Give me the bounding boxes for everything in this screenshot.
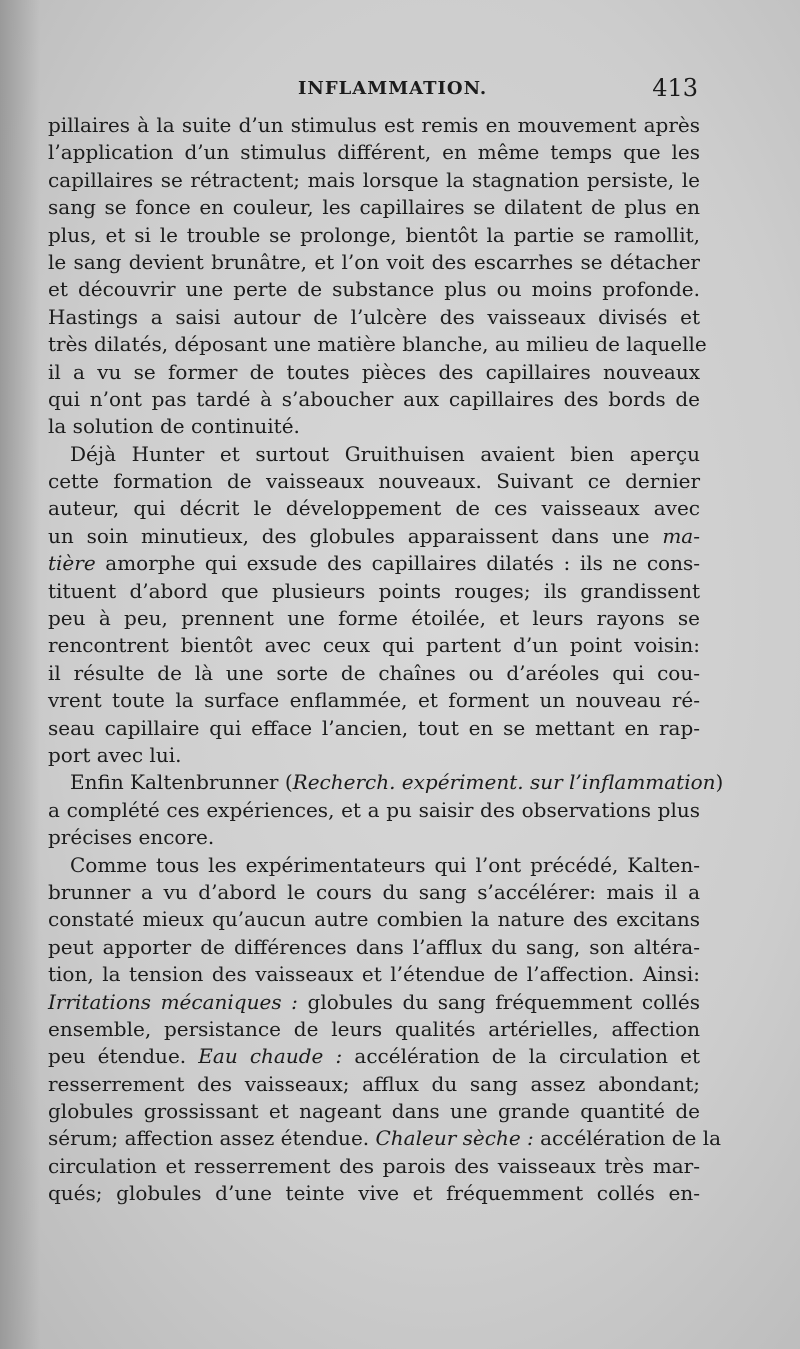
text-line [48,1180,700,1207]
text-segment: Déjà Hunter et surtout Gruithuisen avaient bien aperçu [70,441,700,466]
text-segment: seau capillaire qui efface l’ancien, tout en se mettant en rap- [48,715,700,740]
text-line [48,167,700,194]
text-line [48,687,700,714]
text-segment: le sang devient brunâtre, et l’on voit des escarrhes se détacher [48,249,700,274]
text-segment: pillaires à la suite d’un stimulus est remis en mouvement après [48,113,700,137]
text-line [48,249,700,276]
text-segment: l’application d’un stimulus différent, en même temps que les [48,140,700,165]
text-line [48,742,700,769]
text-line [48,550,700,577]
italic-text: tière [48,551,96,576]
text-segment: vrent toute la surface enflammée, et forment un nouveau ré- [48,688,700,713]
text-line [48,769,724,796]
text-line [48,495,700,522]
text-segment: peut apporter de différences dans l’afflux du sang, son altéra- [48,934,700,959]
text-line [48,304,700,331]
text-segment: qués; globules d’une teinte vive et fréquemment collés en- [48,1181,700,1206]
text-line [48,852,700,879]
text-segment: Enfin Kaltenbrunner ( [70,770,293,795]
text-line [48,879,700,906]
text-segment: port avec lui. [48,742,182,767]
running-head [48,74,698,106]
text-segment: peu étendue. [48,1044,199,1069]
text-segment: capillaires se rétractent; mais lorsque la stagnation persiste, le [48,167,700,192]
text-segment: il a vu se former de toutes pièces des capillaires nouveaux [48,359,700,384]
text-segment: sang se fonce en couleur, les capillaires se dilatent de plus en [48,195,700,220]
text-line [48,715,700,742]
text-segment: circulation et resserrement des parois des vaisseaux très mar- [48,1153,700,1178]
page-number: 413 [652,74,698,102]
text-line [48,139,700,166]
text-line [48,961,700,988]
text-segment: plus, et si le trouble se prolonge, bientôt la partie se ramollit, [48,222,700,247]
text-line [48,359,700,386]
binding-shadow [0,0,40,1349]
text-line [48,441,700,468]
text-line [48,1125,722,1152]
text-line [48,989,700,1016]
text-segment: a complété ces expériences, et a pu saisir des observations plus [48,797,700,822]
text-line [48,112,700,139]
body-text [48,112,724,1208]
italic-text: Eau chaude : [198,1044,343,1069]
text-line [48,523,700,550]
text-segment: qui n’ont pas tardé à s’aboucher aux capillaires des bords de [48,386,700,411]
text-segment: ) [715,770,724,795]
text-line [48,386,700,413]
text-line [48,578,700,605]
italic-text: Irritations mécaniques : [48,989,298,1014]
text-line [48,906,700,933]
text-segment: Hastings a saisi autour de l’ulcère des vaisseaux divisés et [48,304,700,329]
text-segment: accélération de la circulation et [342,1044,700,1069]
text-segment: resserrement des vaisseaux; afflux du sang assez abondant; [48,1071,700,1096]
text-line [48,934,700,961]
text-segment: très dilatés, déposant une matière blanche, au milieu de laquelle [48,332,707,357]
text-segment: brunner a vu d’abord le cours du sang s’accélérer: mais il a [48,879,700,904]
text-segment: constaté mieux qu’aucun autre combien la nature des excitans [48,907,700,932]
text-segment: accélération de la [533,1126,722,1151]
text-segment: rencontrent bientôt avec ceux qui partent d’un point voisin: [48,633,700,658]
text-line [48,1098,700,1125]
text-line [48,276,700,303]
text-line [48,660,700,687]
text-line [48,194,700,221]
text-line [48,331,707,358]
text-line [48,824,700,851]
text-segment: tion, la tension des vaisseaux et l’étendue de l’affection. Ainsi: [48,962,700,987]
text-segment: cette formation de vaisseaux nouveaux. Suivant ce dernier [48,469,700,494]
text-line [48,1016,700,1043]
text-segment: ensemble, persistance de leurs qualités artérielles, affection [48,1016,700,1041]
italic-text: Chaleur sèche : [375,1126,534,1151]
text-segment: Comme tous les expérimentateurs qui l’ont précédé, Kalten- [70,852,700,877]
text-segment: il résulte de là une sorte de chaînes ou d’aréoles qui cou- [48,660,700,685]
text-line [48,797,700,824]
text-line [48,413,700,440]
text-segment: sérum; affection assez étendue. [48,1126,376,1151]
text-segment: peu à peu, prennent une forme étoilée, et leurs rayons se [48,606,700,631]
text-line [48,1071,700,1098]
text-segment: tituent d’abord que plusieurs points rouges; ils grandissent [48,578,700,603]
italic-text: ma- [662,523,700,548]
text-line [48,222,700,249]
text-segment: précises encore. [48,825,215,850]
text-line [48,605,700,632]
text-segment: et découvrir une perte de substance plus ou moins profonde. [48,277,700,302]
text-line [48,632,700,659]
text-line [48,468,700,495]
italic-text: Recherch. expériment. sur l’inflammation [292,770,716,795]
text-line [48,1153,700,1180]
text-segment: la solution de continuité. [48,414,300,439]
text-segment: globules du sang fréquemment collés [297,989,701,1014]
text-line [48,1043,700,1070]
text-segment: un soin minutieux, des globules apparaissent dans une [48,523,663,548]
running-title: INFLAMMATION. [298,78,488,99]
text-segment: auteur, qui décrit le développement de ces vaisseaux avec [48,496,700,521]
text-segment: amorphe qui exsude des capillaires dilatés : ils ne cons- [95,551,700,576]
text-segment: globules grossissant et nageant dans une grande quantité de [48,1099,700,1124]
